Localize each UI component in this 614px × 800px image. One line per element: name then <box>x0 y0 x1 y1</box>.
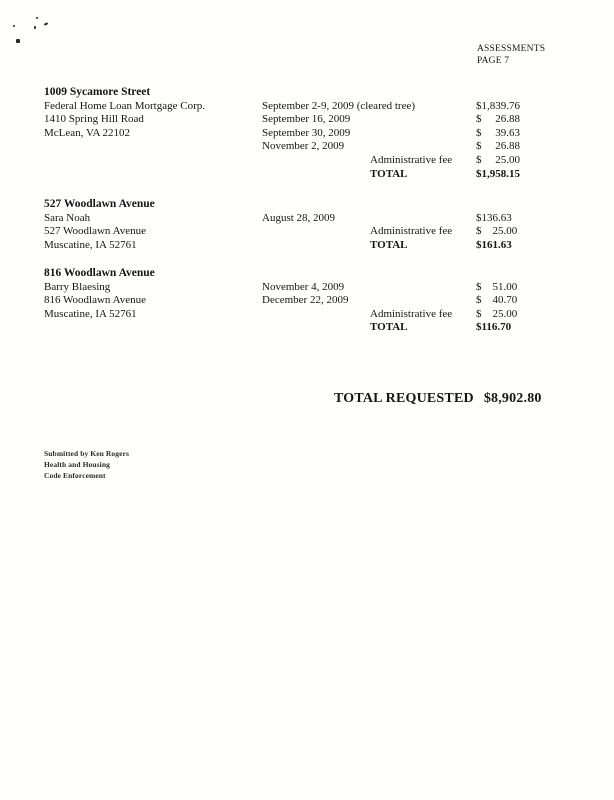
admin-fee-row <box>262 308 556 322</box>
submitted-by-footer <box>44 448 129 481</box>
owner-name: Federal Home Loan Mortgage Corp. <box>44 99 205 112</box>
total-row <box>262 239 556 253</box>
scan-mark <box>13 25 15 27</box>
assessment-block-816-woodlawn <box>44 267 556 334</box>
assessment-block-1009-sycamore <box>44 86 556 180</box>
charge-row <box>262 140 556 154</box>
charges-list <box>262 212 556 253</box>
charge-row <box>262 212 556 226</box>
total-amount: $116.70 <box>476 321 512 334</box>
admin-fee-label: Administrative fee <box>370 153 453 166</box>
charges-list <box>262 100 556 182</box>
admin-fee-amount: $ 25.00 <box>476 307 518 320</box>
owner-name: Barry Blaesing <box>44 280 111 293</box>
charge-amount: $ 26.88 <box>476 113 520 126</box>
admin-fee-label: Administrative fee <box>370 307 453 320</box>
charge-amount: $136.63 <box>476 211 512 224</box>
charge-row <box>262 100 556 114</box>
owner-street: 1410 Spring Hill Road <box>44 113 144 126</box>
owner-street: 527 Woodlawn Avenue <box>44 225 146 238</box>
owner-info <box>44 281 146 322</box>
owner-city-state-zip: Muscatine, IA 52761 <box>44 307 137 320</box>
charge-amount: $ 51.00 <box>476 280 518 293</box>
admin-fee-amount: $ 25.00 <box>476 153 520 166</box>
charge-amount: $ 39.63 <box>476 126 520 139</box>
charge-row <box>262 113 556 127</box>
charges-list <box>262 281 556 335</box>
total-label: TOTAL <box>370 321 408 334</box>
total-label: TOTAL <box>370 238 408 251</box>
charge-date: August 28, 2009 <box>262 211 336 224</box>
charge-row <box>262 294 556 308</box>
owner-street: 816 Woodlawn Avenue <box>44 294 146 307</box>
assessment-block-527-woodlawn <box>44 198 556 251</box>
department-line: Health and Housing <box>44 460 110 469</box>
total-requested-amount: $8,902.80 <box>483 391 542 406</box>
charge-date: September 30, 2009 <box>262 126 351 139</box>
header-page-number: PAGE 7 <box>477 55 510 66</box>
header-title: ASSESSMENTS <box>477 44 546 54</box>
total-row <box>262 321 556 335</box>
division-line: Code Enforcement <box>44 471 106 480</box>
owner-city-state-zip: McLean, VA 22102 <box>44 126 131 139</box>
charge-row <box>262 281 556 295</box>
scan-mark <box>34 26 36 29</box>
property-address-title: 816 Woodlawn Avenue <box>44 267 155 279</box>
owner-city-state-zip: Muscatine, IA 52761 <box>44 238 137 251</box>
total-requested <box>334 391 542 407</box>
admin-fee-label: Administrative fee <box>370 225 453 238</box>
charge-row <box>262 127 556 141</box>
owner-info <box>44 100 205 141</box>
charge-date: December 22, 2009 <box>262 294 349 307</box>
admin-fee-amount: $ 25.00 <box>476 225 518 238</box>
charge-date: November 4, 2009 <box>262 280 345 293</box>
scan-mark <box>44 22 48 26</box>
charge-amount: $1,839.76 <box>476 99 520 112</box>
page-header <box>477 44 545 67</box>
charge-amount: $ 40.70 <box>476 294 518 307</box>
charge-amount: $ 26.88 <box>476 140 520 153</box>
total-amount: $161.63 <box>476 238 512 251</box>
scan-mark <box>36 17 38 19</box>
submitted-by-line: Submitted by Ken Rogers <box>44 449 130 458</box>
property-address-title: 1009 Sycamore Street <box>44 86 151 98</box>
owner-info <box>44 212 146 253</box>
scan-mark <box>16 39 20 43</box>
total-label: TOTAL <box>370 167 408 180</box>
admin-fee-row <box>262 154 556 168</box>
total-row <box>262 168 556 182</box>
charge-date: November 2, 2009 <box>262 140 345 153</box>
property-address-title: 527 Woodlawn Avenue <box>44 198 155 210</box>
charge-date: September 16, 2009 <box>262 113 351 126</box>
admin-fee-row <box>262 225 556 239</box>
owner-name: Sara Noah <box>44 211 91 224</box>
total-amount: $1,958.15 <box>476 167 520 180</box>
total-requested-label: TOTAL REQUESTED <box>334 391 474 406</box>
charge-date: September 2-9, 2009 (cleared tree) <box>262 99 416 112</box>
